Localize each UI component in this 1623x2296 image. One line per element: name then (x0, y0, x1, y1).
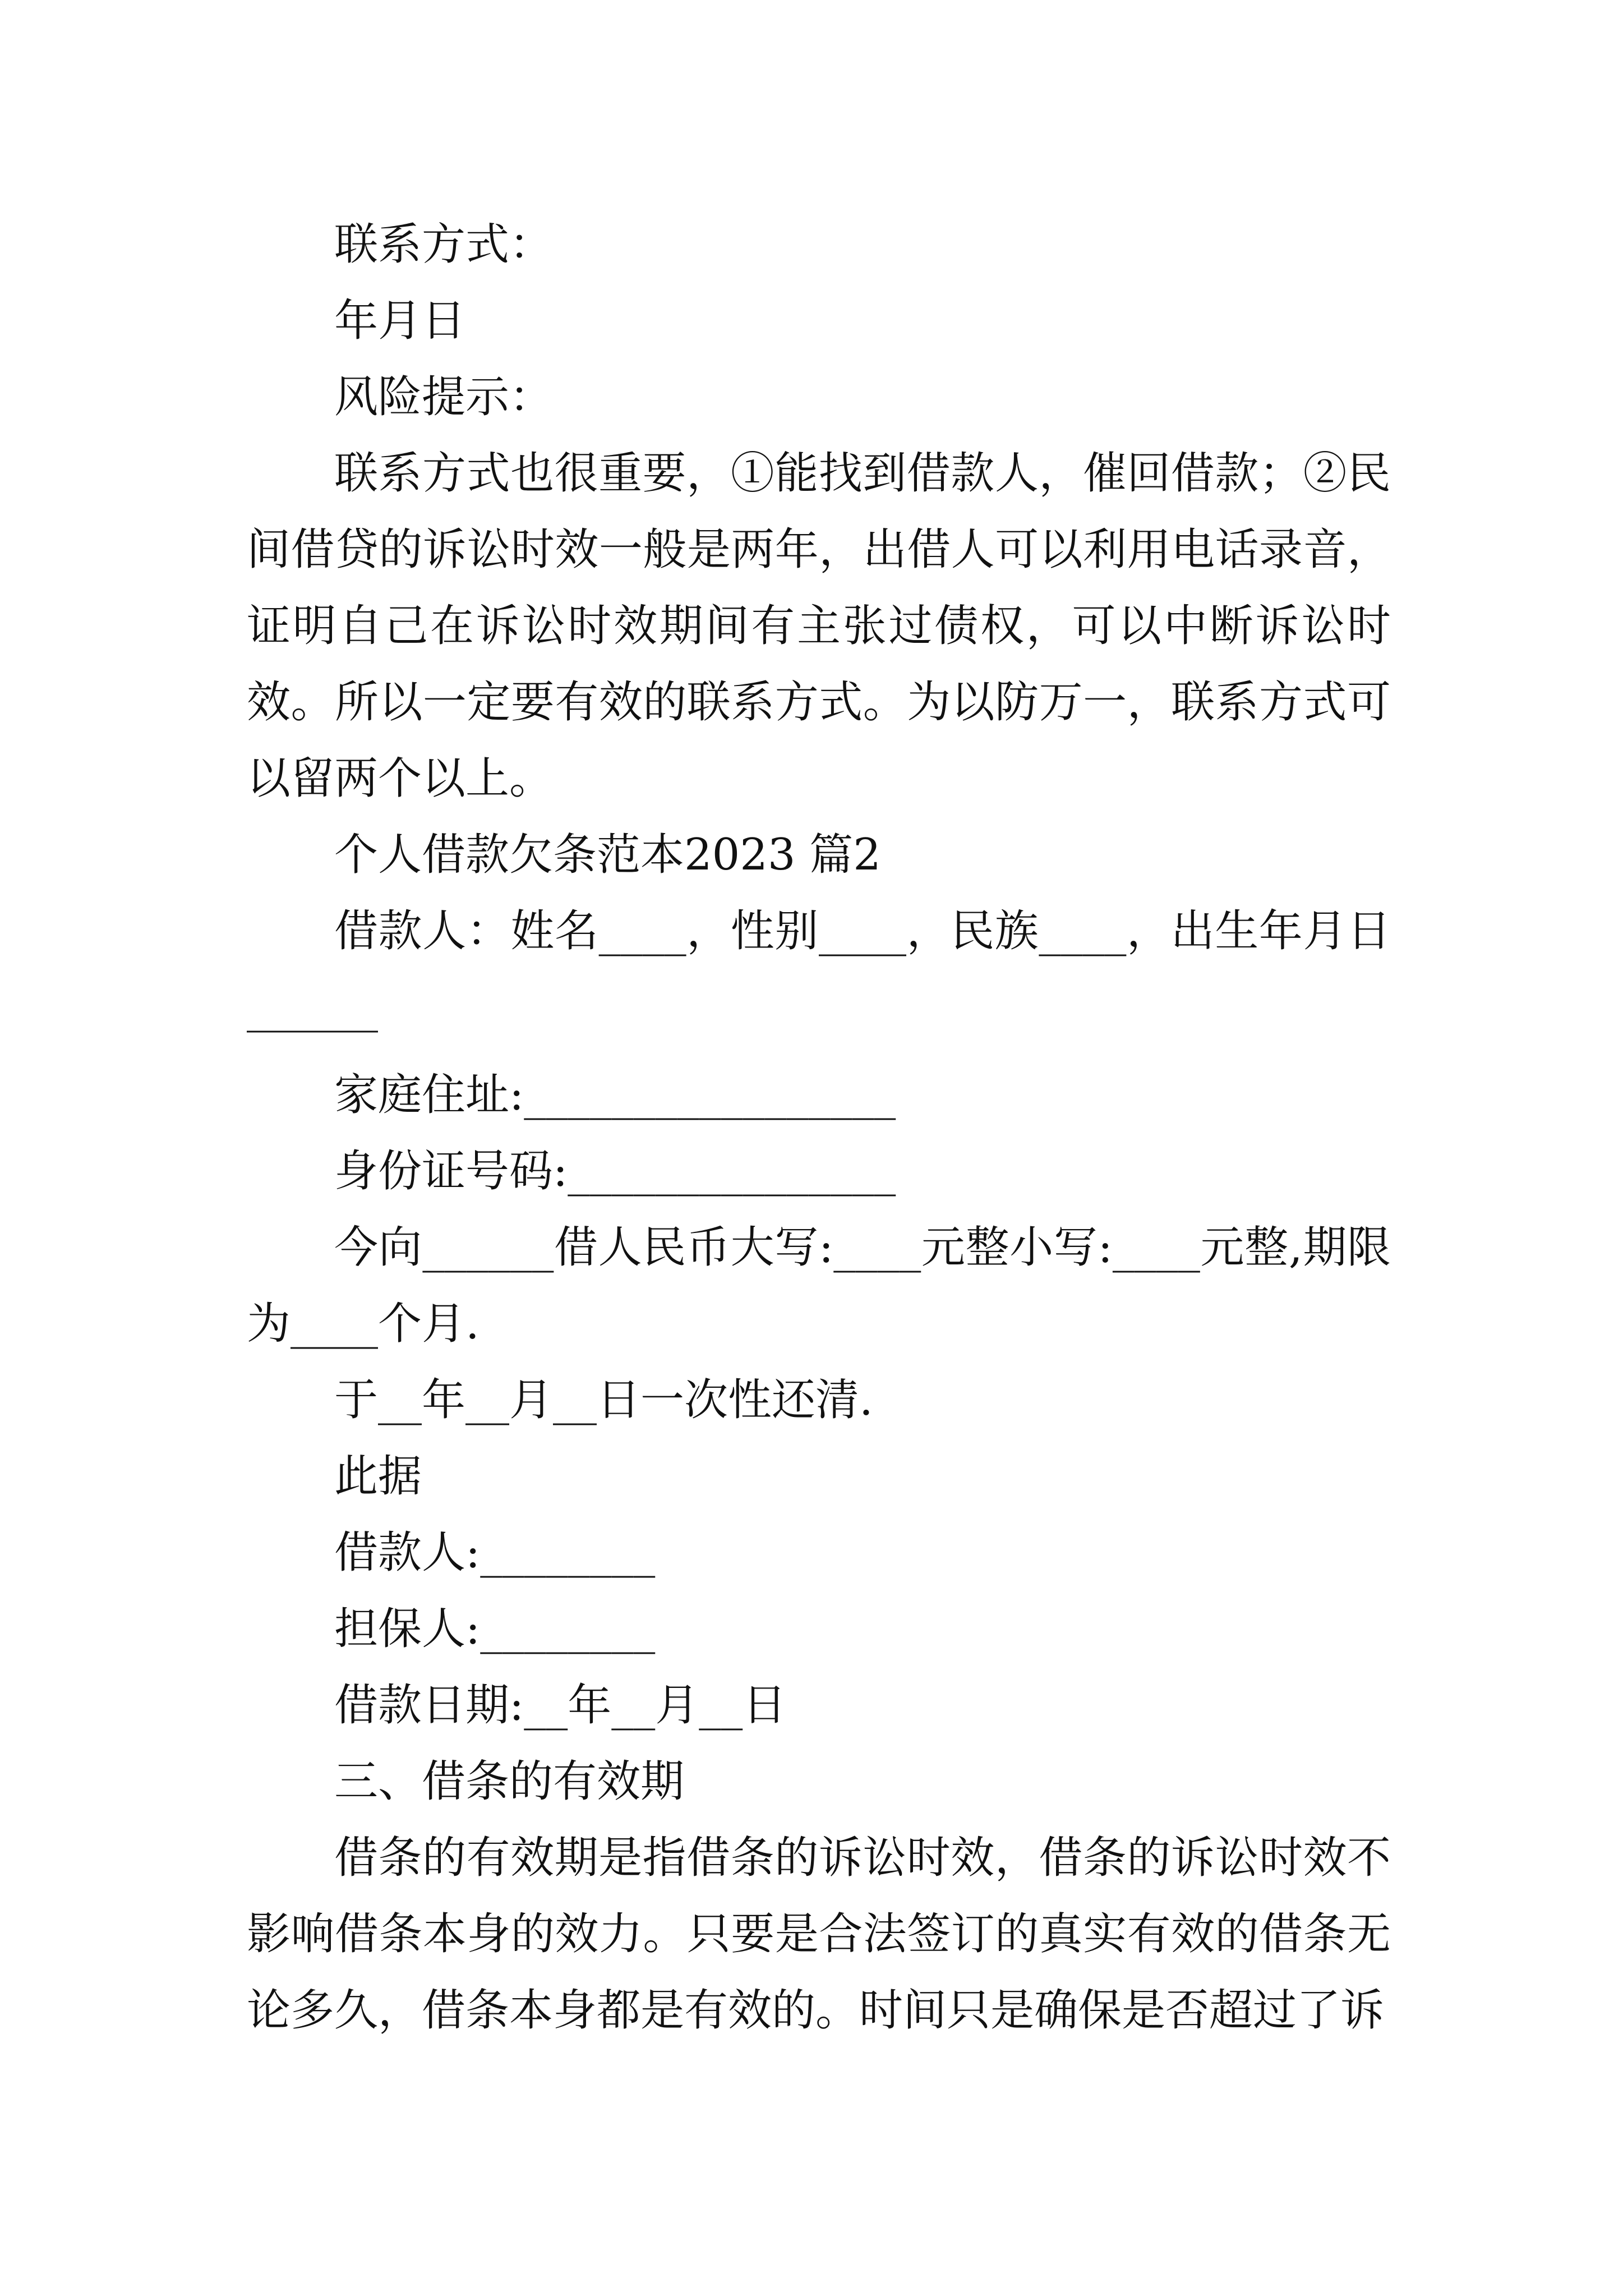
id-number-line: 身份证号码:_______________ (334, 1146, 896, 1197)
risk-heading: 风险提示： (334, 372, 554, 422)
document-body (247, 206, 1391, 2049)
risk-paragraph: 联系方式也很重要，①能找到借款人，催回借款；②民间借贷的诉讼时效一般是两年，出借人可以利用电话录音，证明自己在诉讼时效期间有主张过债权，可以中断诉讼时效。所以一定要有效的联系方式。为以防万一，联系方式可以留两个以上。 (247, 448, 1391, 804)
borrower-signature-line: 借款人:________ (334, 1527, 656, 1578)
validity-heading: 三、借条的有效期 (334, 1756, 685, 1807)
loan-amount-paragraph: 今向______借人民币大写:____元整小写:____元整,期限为____个月. (247, 1222, 1391, 1349)
loan-date-line: 借款日期:__年__月__日 (334, 1680, 787, 1731)
guarantor-signature-line: 担保人:________ (334, 1604, 656, 1654)
borrower-info-line: 借款人：姓名____，性别____，民族____，出生年月日______ (247, 906, 1391, 1033)
date-line: 年月日 (334, 296, 466, 346)
hereby-line: 此据 (334, 1451, 422, 1502)
home-address-line: 家庭住址:_________________ (334, 1070, 896, 1120)
contact-label: 联系方式： (334, 219, 554, 270)
spacer (247, 1046, 1391, 1057)
validity-paragraph: 借条的有效期是指借条的诉讼时效，借条的诉讼时效不影响借条本身的效力。只要是合法签订的真实有效的借条无论多久，借条本身都是有效的。时间只是确保是否超过了诉 (247, 1833, 1391, 2036)
section-title: 个人借款欠条范本2023 篇2 (334, 830, 881, 880)
repayment-date-line: 于__年__月__日一次性还清. (334, 1375, 873, 1425)
